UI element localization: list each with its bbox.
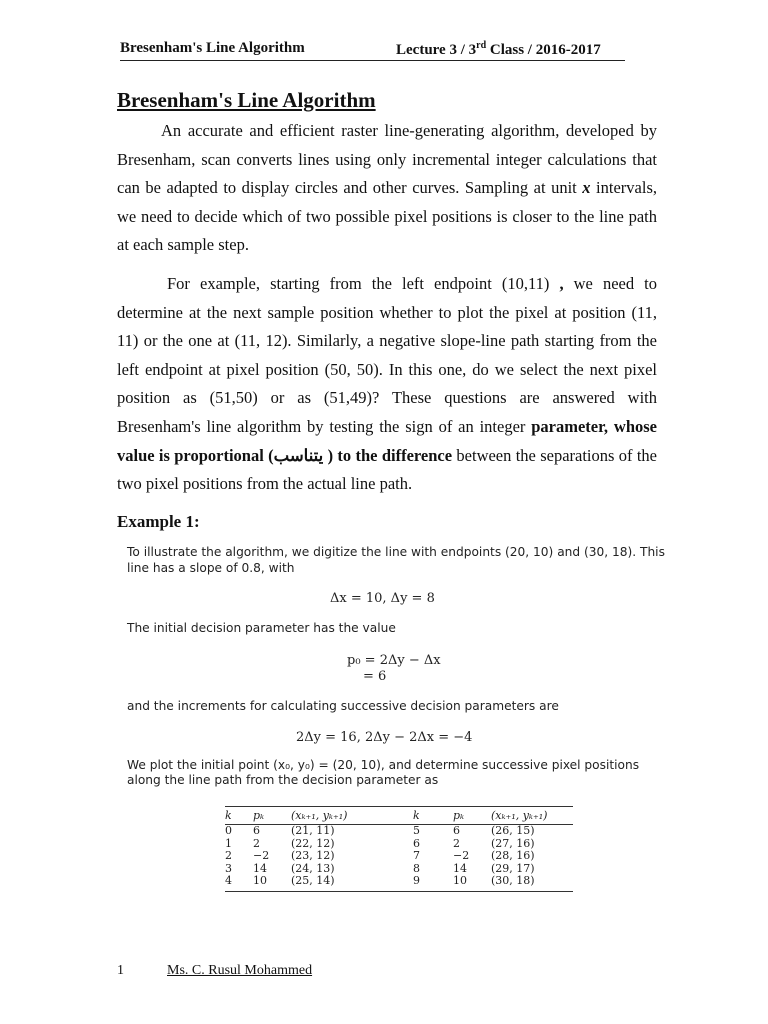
col-pk2: pₖ	[453, 807, 491, 825]
scan-increments-text: and the increments for calculating successive decision parameters are	[127, 699, 559, 713]
decision-table	[225, 806, 573, 892]
col-pk: pₖ	[253, 807, 291, 825]
table-row: 1 2 (22, 12) 6 2 (27, 16)	[225, 836, 535, 850]
equation-deltas: Δx = 10, Δy = 8	[330, 591, 435, 606]
col-k2: k	[413, 807, 453, 825]
scan-decision-text: The initial decision parameter has the value	[127, 621, 396, 635]
col-k: k	[225, 807, 253, 825]
table-row: 3 14 (24, 13) 8 14 (29, 17)	[225, 861, 535, 875]
equation-increments: 2Δy = 16, 2Δy − 2Δx = −4	[296, 730, 473, 745]
author-name: Ms. C. Rusul Mohammed	[167, 963, 313, 978]
table-row: 4 10 (25, 14) 9 10 (30, 18)	[225, 875, 573, 891]
page-title: Bresenham's Line Algorithm	[117, 88, 376, 112]
bold-definition: parameter, whose value is proportional (يتناسب ) to the difference	[117, 416, 657, 465]
page-footer	[117, 963, 313, 979]
example-heading: Example 1:	[117, 512, 200, 531]
equation-p0: p₀ = 2Δy − Δx	[347, 653, 441, 668]
header-lecture-info: Lecture 3 / 3rd Class / 2016-2017	[396, 40, 601, 58]
page-header	[120, 40, 625, 61]
header-course-title: Bresenham's Line Algorithm	[120, 40, 305, 56]
table-row: 2 −2 (23, 12) 7 −2 (28, 16)	[225, 849, 535, 862]
table-row: 0 6 (21, 11) 5 6 (26, 15)	[225, 824, 535, 837]
page-number: 1	[117, 963, 124, 978]
table-header-row	[225, 807, 573, 825]
col-xy: (xₖ₊₁, yₖ₊₁)	[291, 807, 413, 825]
scan-intro-text: To illustrate the algorithm, we digitize the line with endpoints (20, 10) and (30, 18). This line has a slope of 0.8, with	[127, 545, 665, 575]
intro-paragraph: An accurate and efficient raster line-generating algorithm, developed by Bresenham, scan converts lines using only incremental integer calculations that can be adapted to display circles and other curves. Sampling at unit x intervals, we need to decide which of two possible pixel positions is closer to the line path at each sample step.	[117, 121, 657, 255]
col-xy2: (xₖ₊₁, yₖ₊₁)	[491, 807, 573, 825]
equation-p0-value: = 6	[363, 669, 387, 684]
example-paragraph: For example, starting from the left endpoint (10,11) , we need to determine at the next sample position whether to plot the pixel at position (11, 11) or the one at (11, 12). Similarly, a negative slope-line path starting from the left endpoint at pixel position (50, 50). In this one, do we select the next pixel position as (51,50) or as (51,49)? These questions are answered with Bresenham's line algorithm by testing the sign of an integer parameter, whose value is proportional (يتناسب ) to the difference between the separations of the two pixel positions from the actual line path.	[117, 274, 658, 494]
scan-plot-text: We plot the initial point (x₀, y₀) = (20, 10), and determine successive pixel positions along the line path from the decision parameter as	[127, 758, 640, 787]
